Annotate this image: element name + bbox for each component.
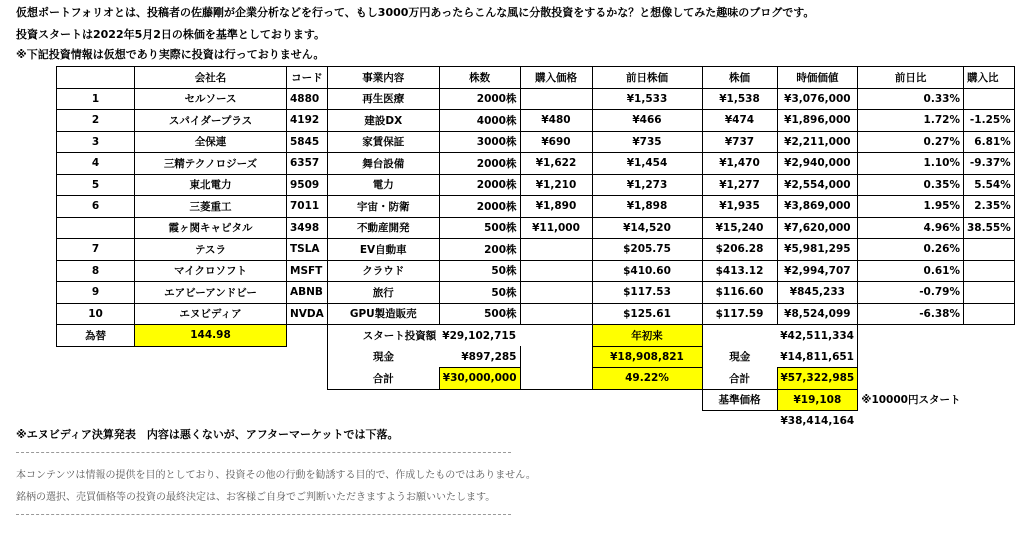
shares: 4000株 xyxy=(439,110,520,132)
summary-row xyxy=(57,325,1015,347)
day-change: -0.79% xyxy=(858,282,964,304)
business: 旅行 xyxy=(327,282,439,304)
row-no: 4 xyxy=(57,153,135,175)
table-row xyxy=(57,88,1015,110)
prev-price: ¥1,273 xyxy=(592,174,702,196)
company-name: セルソース xyxy=(135,88,287,110)
business: 舞台設備 xyxy=(327,153,439,175)
vs-buy: -1.25% xyxy=(963,110,1014,132)
vs-buy xyxy=(963,88,1014,110)
market-value: ¥2,994,707 xyxy=(777,260,858,282)
shares: 2000株 xyxy=(439,88,520,110)
earnings-note: ※エヌビディア決算発表 内容は悪くないが、アフターマーケットでは下落。 xyxy=(16,428,399,441)
price: $413.12 xyxy=(702,260,777,282)
table-row xyxy=(57,282,1015,304)
row-no: 6 xyxy=(57,196,135,218)
shares: 3000株 xyxy=(439,131,520,153)
price: $206.28 xyxy=(702,239,777,261)
market-value: ¥1,896,000 xyxy=(777,110,858,132)
day-change: 0.35% xyxy=(858,174,964,196)
buy-price: ¥690 xyxy=(520,131,592,153)
market-value: ¥5,981,295 xyxy=(777,239,858,261)
business: 宇宙・防衛 xyxy=(327,196,439,218)
cash-now-label: 現金 xyxy=(702,346,777,368)
ticker-code: 7011 xyxy=(287,196,328,218)
vs-buy: -9.37% xyxy=(963,153,1014,175)
extra-value: ¥38,414,164 xyxy=(780,415,855,428)
base-price-label: 基準価格 xyxy=(702,389,777,411)
buy-price xyxy=(520,260,592,282)
market-value: ¥3,076,000 xyxy=(777,88,858,110)
ticker-code: TSLA xyxy=(287,239,328,261)
price: ¥474 xyxy=(702,110,777,132)
ticker-code: ABNB xyxy=(287,282,328,304)
row-no: 5 xyxy=(57,174,135,196)
price: $116.60 xyxy=(702,282,777,304)
vs-buy xyxy=(963,239,1014,261)
price: ¥1,470 xyxy=(702,153,777,175)
market-value: ¥2,554,000 xyxy=(777,174,858,196)
header-market-value: 時価価値 xyxy=(777,67,858,89)
table-row xyxy=(57,260,1015,282)
prev-price: ¥466 xyxy=(592,110,702,132)
vs-buy xyxy=(963,282,1014,304)
header-row xyxy=(57,67,1015,89)
ytd-value: ¥18,908,821 xyxy=(592,346,702,368)
business: 再生医療 xyxy=(327,88,439,110)
shares: 50株 xyxy=(439,282,520,304)
base-price-value: ¥19,108 xyxy=(777,389,858,411)
table-row xyxy=(57,239,1015,261)
row-no: 9 xyxy=(57,282,135,304)
divider-top xyxy=(16,452,511,453)
company-name: 霞ヶ関キャピタル xyxy=(135,217,287,239)
day-change: 0.27% xyxy=(858,131,964,153)
intro-line-3: ※下記投資情報は仮想であり実際に投資は行っておりません。 xyxy=(16,48,325,61)
ticker-code: NVDA xyxy=(287,303,328,325)
prev-price: $125.61 xyxy=(592,303,702,325)
divider-bottom xyxy=(16,514,511,515)
price: ¥1,538 xyxy=(702,88,777,110)
company-name: マイクロソフト xyxy=(135,260,287,282)
price: $117.59 xyxy=(702,303,777,325)
cash-label: 現金 xyxy=(327,346,439,368)
row-no: 2 xyxy=(57,110,135,132)
intro-line-2: 投資スタートは2022年5月2日の株価を基準としております。 xyxy=(16,28,326,41)
buy-price xyxy=(520,88,592,110)
summary-row xyxy=(57,346,1015,368)
ticker-code: MSFT xyxy=(287,260,328,282)
row-no: 1 xyxy=(57,88,135,110)
day-change: 4.96% xyxy=(858,217,964,239)
table-row xyxy=(57,303,1015,325)
company-name: 三菱重工 xyxy=(135,196,287,218)
vs-buy: 2.35% xyxy=(963,196,1014,218)
ticker-code: 9509 xyxy=(287,174,328,196)
prev-price: ¥1,533 xyxy=(592,88,702,110)
prev-price: $205.75 xyxy=(592,239,702,261)
table-row xyxy=(57,174,1015,196)
shares: 2000株 xyxy=(439,153,520,175)
shares: 50株 xyxy=(439,260,520,282)
buy-price xyxy=(520,282,592,304)
header-no xyxy=(57,67,135,89)
business: 不動産開発 xyxy=(327,217,439,239)
price: ¥1,935 xyxy=(702,196,777,218)
buy-price: ¥1,622 xyxy=(520,153,592,175)
vs-buy: 5.54% xyxy=(963,174,1014,196)
summary-row xyxy=(57,389,1015,411)
company-name: テスラ xyxy=(135,239,287,261)
fx-value: 144.98 xyxy=(135,325,287,347)
day-change: 1.95% xyxy=(858,196,964,218)
table-row xyxy=(57,196,1015,218)
summary-row xyxy=(57,368,1015,390)
price: ¥737 xyxy=(702,131,777,153)
ticker-code: 3498 xyxy=(287,217,328,239)
prev-price: ¥735 xyxy=(592,131,702,153)
shares: 2000株 xyxy=(439,196,520,218)
row-no: 10 xyxy=(57,303,135,325)
market-value: ¥3,869,000 xyxy=(777,196,858,218)
table-row xyxy=(57,153,1015,175)
day-change: 0.26% xyxy=(858,239,964,261)
shares: 2000株 xyxy=(439,174,520,196)
grand-total-label: 合計 xyxy=(702,368,777,390)
start-investment-label: スタート投資額 xyxy=(327,325,439,347)
row-no: 3 xyxy=(57,131,135,153)
prev-price: $410.60 xyxy=(592,260,702,282)
start-investment-value: ¥29,102,715 xyxy=(439,325,592,347)
day-change: 0.61% xyxy=(858,260,964,282)
header-buy-price: 購入価格 xyxy=(520,67,592,89)
market-value: ¥8,524,099 xyxy=(777,303,858,325)
header-price: 株価 xyxy=(702,67,777,89)
shares: 200株 xyxy=(439,239,520,261)
prev-price: ¥1,898 xyxy=(592,196,702,218)
price: ¥15,240 xyxy=(702,217,777,239)
company-name: エアビーアンドビー xyxy=(135,282,287,304)
ticker-code: 5845 xyxy=(287,131,328,153)
buy-price: ¥1,210 xyxy=(520,174,592,196)
ytd-label: 年初来 xyxy=(592,325,702,347)
company-name: 東北電力 xyxy=(135,174,287,196)
buy-price xyxy=(520,239,592,261)
row-no: 8 xyxy=(57,260,135,282)
shares: 500株 xyxy=(439,303,520,325)
table-row xyxy=(57,131,1015,153)
day-change: 1.10% xyxy=(858,153,964,175)
header-business: 事業内容 xyxy=(327,67,439,89)
fx-label: 為替 xyxy=(57,325,135,347)
prev-price: ¥1,454 xyxy=(592,153,702,175)
price: ¥1,277 xyxy=(702,174,777,196)
company-name: 三精テクノロジーズ xyxy=(135,153,287,175)
header-code: コード xyxy=(287,67,328,89)
vs-buy: 38.55% xyxy=(963,217,1014,239)
cash-now-value: ¥14,811,651 xyxy=(777,346,858,368)
ytd-percent: 49.22% xyxy=(592,368,702,390)
business: 電力 xyxy=(327,174,439,196)
header-day-change: 前日比 xyxy=(858,67,964,89)
business: クラウド xyxy=(327,260,439,282)
ticker-code: 4192 xyxy=(287,110,328,132)
ticker-code: 4880 xyxy=(287,88,328,110)
base-note: ※10000円スタート xyxy=(861,394,961,407)
buy-price xyxy=(520,303,592,325)
vs-buy xyxy=(963,303,1014,325)
row-no: 7 xyxy=(57,239,135,261)
market-value: ¥2,940,000 xyxy=(777,153,858,175)
intro-line-1: 仮想ポートフォリオとは、投稿者の佐藤剛が企業分析などを行って、もし3000万円あったらこんな風に分散投資をするかな？と想像してみた趣味のブログです。 xyxy=(16,6,815,19)
business: GPU製造販売 xyxy=(327,303,439,325)
company-name: スパイダープラス xyxy=(135,110,287,132)
prev-price: ¥14,520 xyxy=(592,217,702,239)
buy-price: ¥1,890 xyxy=(520,196,592,218)
business: EV自動車 xyxy=(327,239,439,261)
market-value: ¥2,211,000 xyxy=(777,131,858,153)
grand-total-value: ¥57,322,985 xyxy=(777,368,858,390)
row-no xyxy=(57,217,135,239)
portfolio-table xyxy=(56,66,1015,432)
header-shares: 株数 xyxy=(439,67,520,89)
day-change: -6.38% xyxy=(858,303,964,325)
buy-price: ¥11,000 xyxy=(520,217,592,239)
table-row xyxy=(57,217,1015,239)
shares: 500株 xyxy=(439,217,520,239)
vs-buy xyxy=(963,260,1014,282)
buy-price: ¥480 xyxy=(520,110,592,132)
market-value: ¥845,233 xyxy=(777,282,858,304)
company-name: エヌビディア xyxy=(135,303,287,325)
header-vs-buy: 購入比 xyxy=(963,67,1014,89)
business: 建設DX xyxy=(327,110,439,132)
business: 家賃保証 xyxy=(327,131,439,153)
day-change: 1.72% xyxy=(858,110,964,132)
prev-price: $117.53 xyxy=(592,282,702,304)
holdings-total-value: ¥42,511,334 xyxy=(777,325,858,347)
day-change: 0.33% xyxy=(858,88,964,110)
vs-buy: 6.81% xyxy=(963,131,1014,153)
header-prev-price: 前日株価 xyxy=(592,67,702,89)
cash-value: ¥897,285 xyxy=(439,346,520,368)
market-value: ¥7,620,000 xyxy=(777,217,858,239)
table-row xyxy=(57,110,1015,132)
total-value: ¥30,000,000 xyxy=(439,368,520,390)
disclaimer-line-2: 銘柄の選択、売買価格等の投資の最終決定は、お客様ご自身でご判断いただきますようお願いいたします。 xyxy=(16,492,496,503)
ticker-code: 6357 xyxy=(287,153,328,175)
company-name: 全保連 xyxy=(135,131,287,153)
header-company: 会社名 xyxy=(135,67,287,89)
disclaimer-line-1: 本コンテンツは情報の提供を目的としており、投資その他の行動を勧誘する目的で、作成したものではありません。 xyxy=(16,470,536,481)
total-label: 合計 xyxy=(327,368,439,390)
